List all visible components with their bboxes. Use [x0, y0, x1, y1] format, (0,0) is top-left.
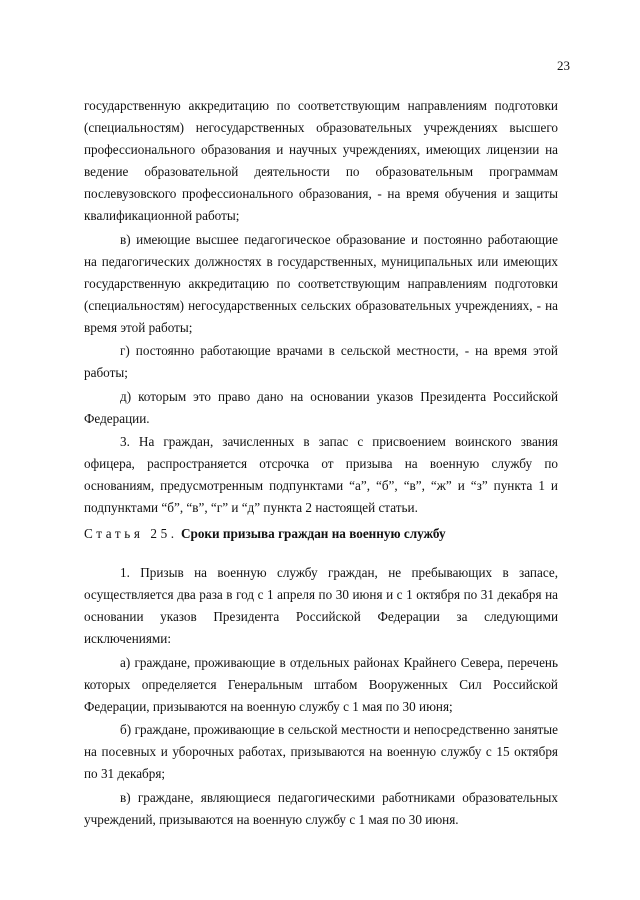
article-25-body: [84, 562, 558, 832]
article-heading: [84, 523, 558, 545]
article-title: Сроки призыва граждан на военную службу: [180, 526, 446, 541]
paragraph-item-d: д) которым это право дано на основании указов Президента Российской Федерации.: [84, 388, 558, 426]
paragraph-continuation: государственную аккредитацию по соответствующим направлениям подготовки (специальностям) негосударственных образовательных учреждениях высшего профессионального образования и научных учреждениях, имеющих лицензии на ведение образовательной деятельности по образовательным программам послевузовского профессионального образования, - на время обучения и защиты квалификационной работы;: [84, 98, 558, 223]
page-number: 23: [557, 58, 570, 73]
article-number: Статья 25.: [84, 526, 178, 541]
article-24-continuation: [84, 95, 558, 521]
paragraph-item-b: б) граждане, проживающие в сельской местности и непосредственно занятые на посевных и уборочных работах, призываются на военную службу с 15 октября по 31 декабря;: [84, 722, 558, 781]
paragraph-clause-3: 3. На граждан, зачисленных в запас с присвоением воинского звания офицера, распространяется отсрочка от призыва на военную службу по основаниям, предусмотренным подпунктами “а”, “б”, “в”, “ж” и “з” пункта 1 и подпунктами “б”, “в”, “г” и “д” пункта 2 настоящей статьи.: [84, 434, 558, 515]
paragraph-item-v-2: в) граждане, являющиеся педагогическими работниками образовательных учреждений, призываются на военную службу с 1 мая по 30 июня.: [84, 789, 558, 827]
paragraph-clause-1: 1. Призыв на военную службу граждан, не пребывающих в запасе, осуществляется два раза в год с 1 апреля по 30 июня и с 1 октября по 31 декабря на основании указов Президента Российской Федерации за следующими исключениями:: [84, 565, 558, 646]
paragraph-item-g: г) постоянно работающие врачами в сельской местности, - на время этой работы;: [84, 343, 558, 380]
paragraph-item-a: а) граждане, проживающие в отдельных районах Крайнего Севера, перечень которых определяется Генеральным штабом Вооруженных Сил Российской Федерации, призываются на военную службу с 1 мая по 30 июня;: [84, 654, 558, 714]
paragraph-item-v: в) имеющие высшее педагогическое образование и постоянно работающие на педагогических должностях в государственных, муниципальных или имеющих государственную аккредитацию по соответствующим направлениям подготовки (специальностям) негосударственных сельских образовательных учреждениях, - на время этой работы;: [84, 231, 558, 335]
